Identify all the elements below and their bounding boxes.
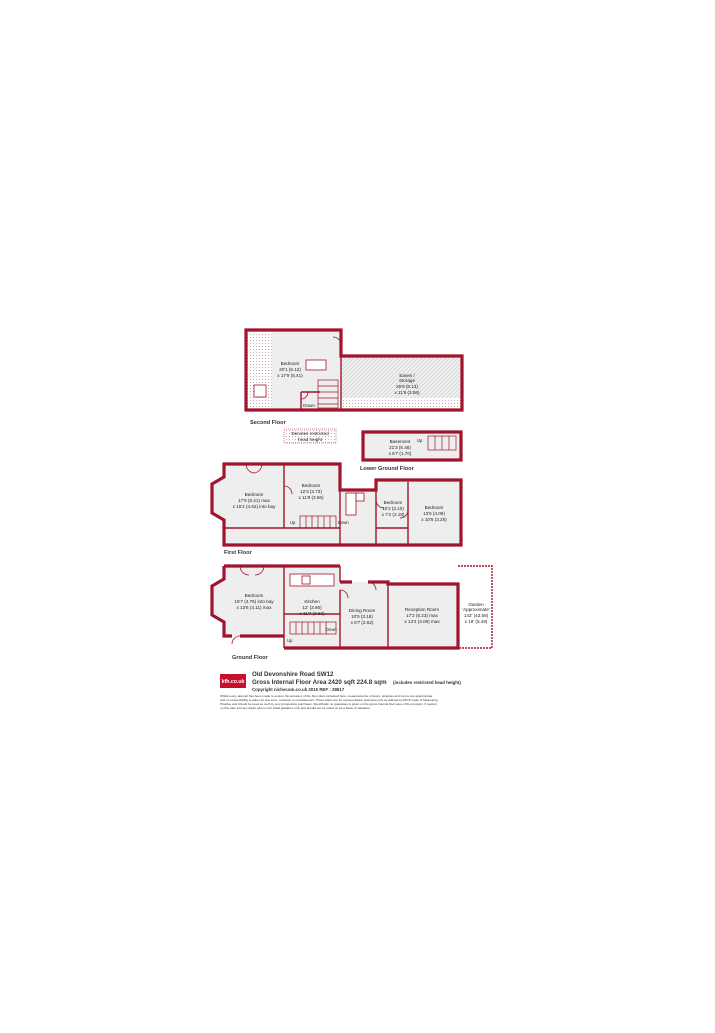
floor-title: First Floor (224, 550, 252, 556)
logo-text: kfh.co.uk (221, 679, 245, 685)
room-dimension: 15'7 (4.75) into bay (234, 599, 274, 604)
gross-internal-area: Gross Internal Floor Area 2420 sqft 224.8 sqm (252, 679, 387, 686)
disclaimer-line: Practice and should be used as such by any prospective purchaser. Specifically no guarantee is given on the gross internal floor area of the property. If quoted (220, 702, 437, 706)
stairs-label: Down (338, 520, 349, 525)
room-name: Bedroom (280, 361, 300, 366)
velux-window-icon (254, 385, 266, 397)
lower-ground-floor (360, 432, 461, 472)
room-dimension: 143' (43.58) (463, 613, 489, 618)
room-dimension: 10'2 (3.10) (382, 506, 404, 511)
key-label: head height (297, 437, 323, 442)
stairs-label: Down (326, 627, 337, 632)
stairs-label: Up (287, 638, 293, 643)
floor-title: Ground Floor (232, 655, 268, 661)
sink-icon (302, 576, 310, 584)
room-dimension: x 8'7 (2.62) (350, 620, 374, 625)
disclaimer-line: Whilst every attempt has been made to ensure the accuracy of the floor plan contained here, measurements of doors, windows and rooms are approximate (220, 694, 433, 698)
stairs-label: Up (417, 438, 423, 443)
room-dimension: x 17'9 (5.41) (277, 373, 303, 378)
kitchen-counter-icon (290, 574, 334, 586)
room-name: Storage (398, 378, 416, 383)
room-dimension: 20'1 (6.12) (279, 367, 301, 372)
room-dimension: x 11'9 (3.58) (394, 390, 420, 395)
disclaimer-line: on this plan and any figure given is for initial guidance only and should not be relied on as a basis of valuation. (220, 706, 371, 710)
disclaimer-line: and no responsibility is taken for any error, omission or misstatement. These plans are for representation purposes only as defined by RICS Code of Measuring (220, 698, 438, 702)
room-dimension: x 13'6 (4.11) max (236, 605, 272, 610)
room-dimension: x 15'2 (4.62) into bay (232, 504, 276, 509)
room-dimension: 17'9 (5.41) max (238, 498, 270, 503)
stairs-label: Down (303, 403, 315, 408)
room-name: Bedroom (244, 492, 264, 497)
bath-icon (306, 360, 326, 370)
room-name: Kitchen (304, 599, 320, 604)
toilet-icon (356, 493, 364, 501)
room-dimension: 17'2 (5.23) max (406, 613, 438, 618)
room-dimension: 13'5 (4.09) (423, 511, 445, 516)
copyright-ref: Copyright nichecom.co.uk 2015 REF : 38917 (252, 687, 345, 692)
key-label: Denotes restricted (291, 431, 329, 436)
ground-floor (212, 566, 492, 661)
floor-title: Second Floor (250, 420, 286, 426)
restricted-head-height-zone (341, 398, 462, 410)
room-name: Garden (468, 602, 484, 607)
property-address: Old Devonshire Road SW12 (252, 671, 334, 678)
stairs-label: Up (290, 520, 296, 525)
room-name: Basement (389, 439, 411, 444)
room-name: Bedroom (244, 593, 264, 598)
bath-icon (346, 493, 356, 515)
room-name: Dining Room (348, 608, 376, 613)
room-name: Reception Room (404, 607, 440, 612)
room-name: Bedroom (301, 483, 321, 488)
room-name: 'Approximate' (462, 607, 490, 612)
plan-footer (220, 671, 461, 710)
room-dimension: 12'3 (3.73) (300, 489, 322, 494)
room-dimension: x 10'8 (3.25) (421, 517, 447, 522)
room-dimension: x 7'2 (2.18) (381, 512, 405, 517)
room-name: Bedroom (383, 500, 403, 505)
second-floor (246, 330, 462, 426)
room-dimension: x 11'7 (3.53) (299, 611, 325, 616)
restricted-head-height-zone (246, 332, 272, 410)
room-dimension: 12' (3.66) (302, 605, 322, 610)
room-dimension: x 11'8 (3.56) (298, 495, 324, 500)
restricted-height-key (284, 429, 336, 443)
room-dimension: 26'8 (8.13) (396, 384, 418, 389)
floor-title: Lower Ground Floor (360, 466, 414, 472)
door-swing-icon (232, 636, 240, 644)
area-note: (includes restricted head height) (393, 680, 461, 685)
first-floor (212, 464, 461, 556)
room-dimension: 10'5 (3.18) (351, 614, 373, 619)
room-dimension: x 13'4 (4.06) max (404, 619, 440, 624)
room-dimension: x 5'7 (1.70) (388, 451, 412, 456)
room-name: Bedroom (424, 505, 444, 510)
room-name: Eaves / (399, 373, 415, 378)
room-dimension: 21'3 (6.48) (389, 445, 411, 450)
room-dimension: x 18' (5.49) (464, 619, 488, 624)
